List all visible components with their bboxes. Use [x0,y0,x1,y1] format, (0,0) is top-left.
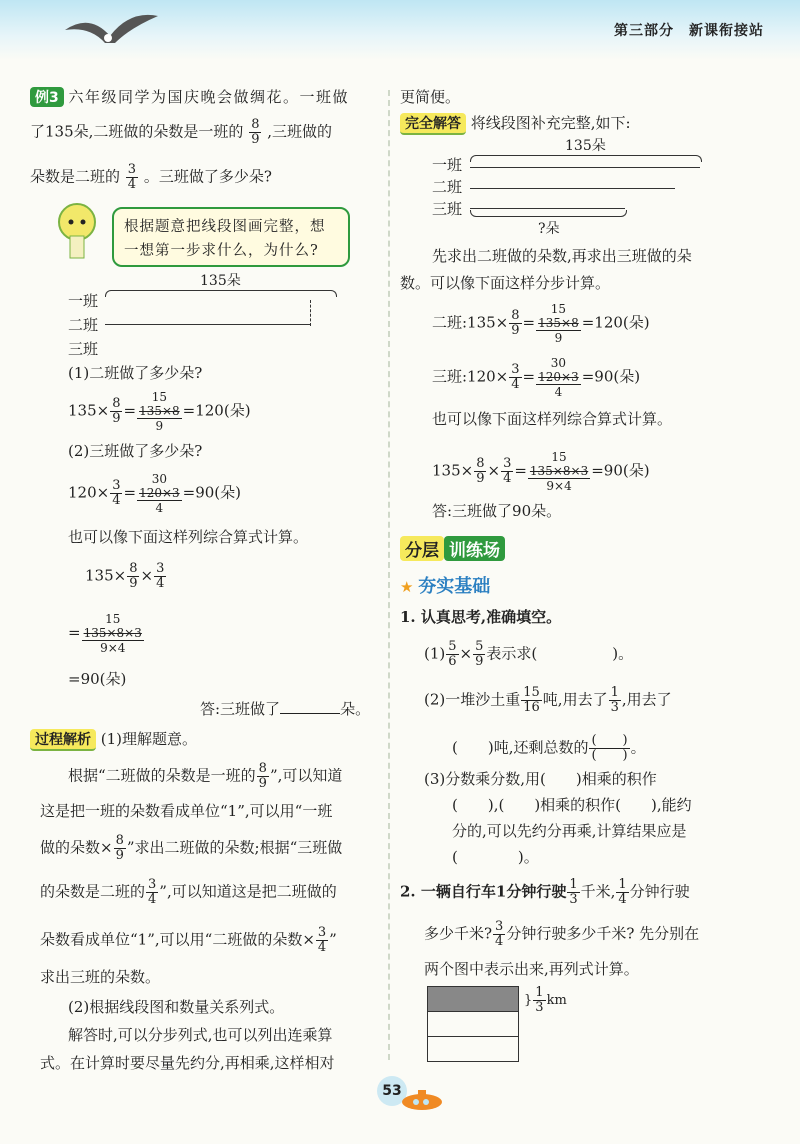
fraction-1-3-q2: $\frac{1}{3}$ [569,877,578,907]
r-diagram-total: 135朵 [565,138,606,154]
fraction-1-3-box: $\frac{1}{3}$ [535,985,544,1015]
problem-line-3b: 。三班做了多少朵? [143,167,272,186]
fraction-3-4: $\frac{3}{4}$ [127,162,137,192]
analysis-p3a: 做的朵数× [40,838,113,857]
analysis-p1b: ”,可以知道 [269,766,343,785]
blank-fraction[interactable]: $\frac{( )}{( )}$ [591,733,628,763]
hint-bubble: 根据题意把线段图画完整，想一想第一步求什么，为什么? [112,207,350,267]
fraction-8-9-r3: $\frac{8}{9}$ [476,456,485,486]
q2-text-f: 两个图中表示出来,再列式计算。 [424,960,639,978]
diagram-row-class2: 二班 [68,316,99,334]
analysis-p3b: ”求出二班做的朵数;根据“三班做 [126,838,343,857]
fraction-3-4-q2: $\frac{3}{4}$ [495,919,504,949]
analysis-p4b: ”,可以知道这是把二班做的 [159,882,337,901]
r-diagram-unknown: ?朵 [538,221,560,237]
diagram-box-row-2 [427,1011,519,1037]
practice-q1: 1. 认真思考,准确填空。 [400,608,562,626]
q2-label: (2)三班做了多少朵? [68,442,203,460]
cancel-r3: 15 135×8×3 9×4 [529,450,589,493]
analysis-p6: 求出三班的朵数。 [40,968,161,986]
submarine-icon [398,1088,446,1112]
q2-text-b: 千米, [580,882,616,901]
fraction-8-9-q1: $\frac{8}{9}$ [112,396,121,426]
q1-3d[interactable]: ( )。 [452,848,539,866]
fraction-15-16: $\frac{15}{16}$ [523,685,540,715]
step-intro-1: 先求出二班做的朵数,再求出三班做的朵 [432,247,692,265]
step-intro-2: 数。可以像下面这样分步计算。 [400,274,611,292]
eq2: = [522,367,536,386]
r-diagram-row1: 一班 [432,156,463,174]
fraction-3-4-q2: $\frac{3}{4}$ [112,478,121,508]
solution-intro: 将线段图补充完整,如下: [470,114,631,132]
fraction-3-4-p4: $\frac{3}{4}$ [148,877,157,907]
diagram-box-row-3 [427,1036,519,1062]
r-brace-total [470,155,702,162]
r-diagram-row2: 二班 [432,178,463,196]
cancel-r1: 15 135×8 9 [538,302,579,345]
q2-text-c: 分钟行驶 [629,882,690,901]
class3-result: =90(朵) [581,367,641,386]
q1-calc-result: =120(朵) [182,401,251,420]
analysis-p5a: 朵数看成单位“1”,可以用“二班做的朵数× [40,930,315,949]
practice-tag-a: 分层 [400,536,444,561]
basics-title: 夯实基础 [418,576,491,597]
cancel-r2: 30 120×3 4 [538,356,579,399]
q2-calc-eq: = [123,483,137,502]
times-r3: × [487,461,501,480]
q1-3b[interactable]: ( ),( )相乘的积作( ),能约 [452,796,692,814]
analysis-p7: (2)根据线段图和数量关系列式。 [68,998,285,1016]
analysis-p4a: 的朵数是二班的 [40,882,146,901]
times-sign: × [140,566,154,585]
segment-class2 [105,324,310,325]
q1-calc-eq: = [123,401,137,420]
diagram-box-row-1 [427,986,519,1012]
cancel-combined: 15 135×8×3 9×4 [83,612,142,655]
fraction-8-9-combined: $\frac{8}{9}$ [129,561,138,591]
q2-calc-result: =90(朵) [182,483,242,502]
q2-text-e: 分钟行驶多少千米? 先分别在 [506,924,700,943]
answer-suffix: 朵。 [340,700,371,718]
answer-prefix: 答:三班做了 [200,700,281,718]
r-segment-class1 [470,167,700,168]
fraction-3-4-r2: $\frac{3}{4}$ [511,362,520,392]
q1-3a[interactable]: (3)分数乘分数,用( )相乘的积作 [424,770,657,788]
alt-method-text: 也可以像下面这样列综合算式计算。 [68,528,309,546]
analysis-p9: 式。在计算时要尽量先约分,再相乘,这样相对 [40,1054,335,1072]
problem-line-1: 六年级同学为国庆晚会做绸花。一班做 [68,88,350,106]
analysis-p2: 这是把一班的朵数看成单位“1”,可以用“一班 [40,802,333,820]
class2-result: =120(朵) [581,313,650,332]
solution-tag: 完全解答 [400,113,466,135]
example-tag: 例3 [30,87,64,107]
q1-2-prefix: (2)一堆沙土重 [424,690,521,709]
analysis-p8: 解答时,可以分步列式,也可以列出连乘算 [68,1026,333,1044]
analysis-p5b: ” [329,930,337,949]
analysis-tag: 过程解析 [30,729,96,751]
problem-line-3a: 朵数是二班的 [30,167,121,186]
cancel-fraction-q2: 30 120×3 4 [139,472,180,515]
q2-calc-part: 120× [68,483,110,502]
cancel-fraction-q1: 15 135×8 9 [139,390,180,433]
class2-calc: 二班:135× [432,313,509,332]
q1-2-end: ,用去了 [621,690,672,709]
practice-tag-b: 训练场 [444,536,505,561]
q1-label: (1)二班做了多少朵? [68,364,203,382]
brace-icon: } [524,993,533,1008]
fraction-1-3: $\frac{1}{3}$ [610,685,619,715]
eq: = [522,313,536,332]
class3-calc: 三班:120× [432,367,509,386]
diagram-total-label: 135朵 [200,273,241,289]
eq3: = [514,461,527,480]
r-combined-result: =90(朵) [591,461,650,480]
q1-1-prefix: (1) [424,644,446,663]
r-answer: 答:三班做了90朵。 [432,502,562,520]
diagram-row-class1: 一班 [68,292,99,310]
equals-sign: = [68,623,81,642]
q2-text-d: 多少千米? [424,924,493,943]
problem-line-2a: 了135朵,二班做的朵数是一班的 [30,122,244,141]
fraction-5-9: $\frac{5}{9}$ [475,639,484,669]
r-diagram-row3: 三班 [432,200,463,218]
r-alt-method: 也可以像下面这样列综合算式计算。 [432,410,673,428]
combined-result: =90(朵) [68,670,127,688]
q1-2-blank[interactable]: ( )吨,还剩总数的 [452,738,589,757]
fraction-3-4-p5: $\frac{3}{4}$ [317,925,327,955]
q1-3c: 分的,可以先约分再乘,计算结果应是 [452,822,687,840]
brace-total [105,290,337,297]
box-unit-label: km [546,993,567,1008]
broccoli-mascot-icon [50,200,105,265]
r-combined-calc: 135× [432,461,474,480]
problem-line-2b: ,三班做的 [267,122,333,141]
q1-calc-part: 135× [68,401,110,420]
seagull-decoration [60,8,160,68]
q2-text-a: 2. 一辆自行车1分钟行驶 [400,882,567,901]
q1-1-blank[interactable]: 表示求( )。 [486,644,634,663]
section-header-title: 第三部分 新课衔接站 [614,23,764,39]
fraction-1-4-q2: $\frac{1}{4}$ [618,877,627,907]
star-icon: ★ [400,578,414,596]
tick-dash [310,300,312,326]
column-divider [388,90,390,1060]
fraction-8-9-r1: $\frac{8}{9}$ [511,308,520,338]
fraction-5-6: $\frac{5}{6}$ [448,639,457,669]
r-segment-class2 [470,188,675,189]
analysis-p1: 根据“二班做的朵数是一班的 [68,766,256,785]
continued-text: 更简便。 [400,88,461,106]
fraction-8-9-p1: $\frac{8}{9}$ [258,761,267,791]
r-segment-class3 [470,208,625,209]
fraction-8-9: $\frac{8}{9}$ [251,117,260,147]
combined-calc-part: 135× [85,566,127,585]
page-number: 53 [377,1076,407,1106]
q1-2-mid: 吨,用去了 [542,690,608,709]
fraction-3-4-r3: $\frac{3}{4}$ [503,456,512,486]
analysis-step-1: (1)理解题意。 [100,730,198,748]
diagram-row-class3: 三班 [68,340,99,358]
r-brace-unknown [470,210,627,217]
answer-blank[interactable] [280,713,340,714]
fraction-8-9-p3: $\frac{8}{9}$ [115,833,124,863]
fraction-3-4-combined: $\frac{3}{4}$ [156,561,165,591]
